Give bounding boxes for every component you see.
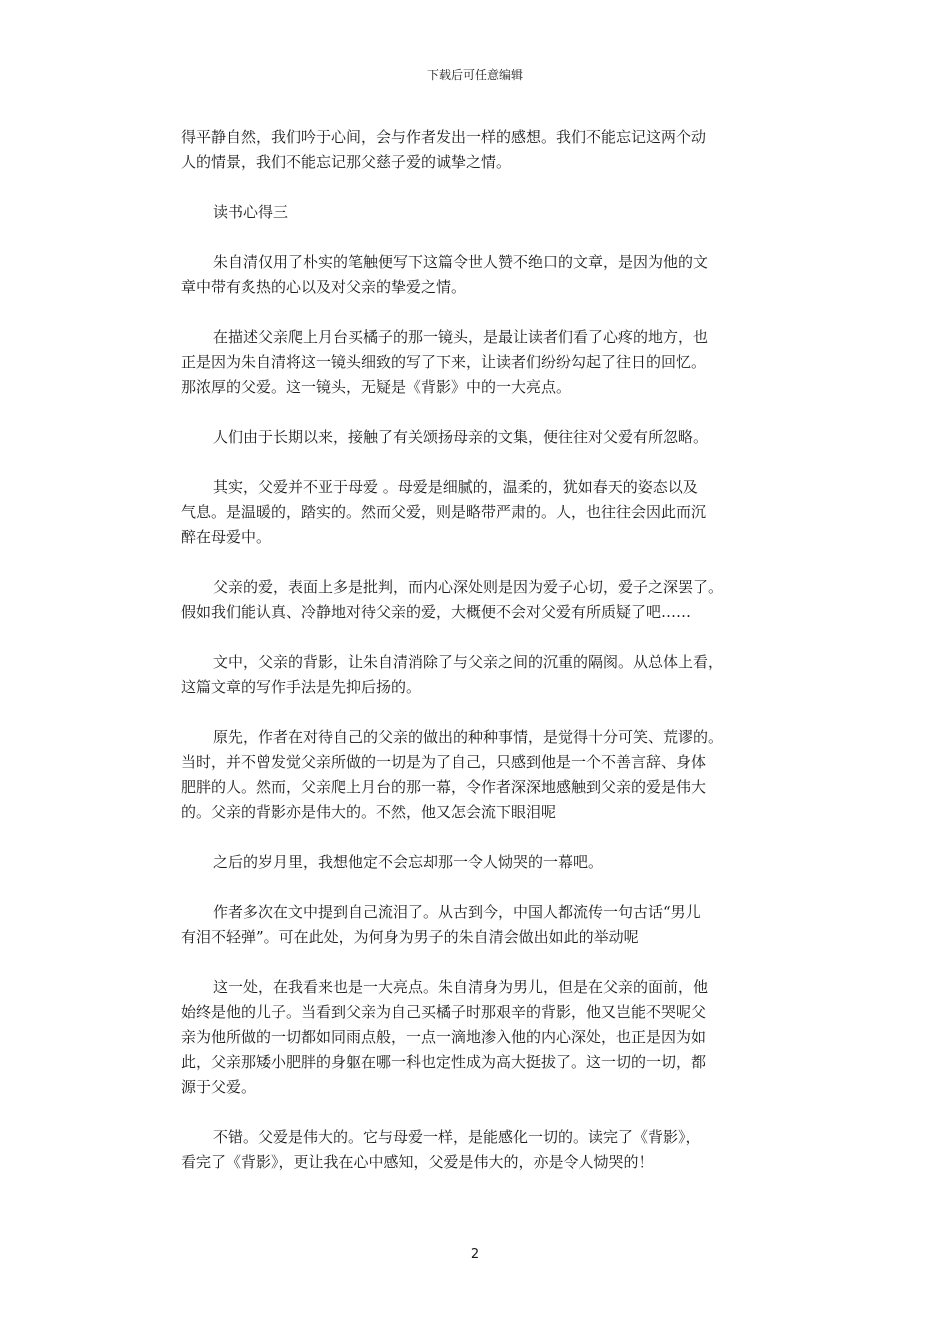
paragraph-line: 正是因为朱自清将这一镜头细致的写了下来，让读者们纷纷勾起了往日的回忆。 (181, 353, 707, 371)
paragraph-line: 此，父亲那矮小肥胖的身躯在哪一科也定性成为高大挺拔了。这一切的一切，都 (181, 1053, 707, 1071)
paragraph-line: 看完了《背影》，更让我在心中感知，父爱是伟大的，亦是令人恸哭的！ (181, 1153, 654, 1171)
paragraph-line: 那浓厚的父爱。这一镜头，无疑是《背影》中的一大亮点。 (181, 378, 572, 396)
page-header: 下载后可任意编辑 (426, 68, 523, 82)
paragraph-line: 作者多次在文中提到自己流泪了。从古到今，中国人都流传一句古话“男儿 (213, 903, 701, 921)
paragraph-line: 父亲的爱，表面上多是批判，而内心深处则是因为爱子心切，爱子之深罢了。 (213, 578, 724, 596)
document-body (181, 125, 777, 1175)
paragraph-line: 当时，并不曾发觉父亲所做的一切是为了自己，只感到他是一个不善言辞、身体 (181, 753, 707, 771)
paragraph-line: 人的情景，我们不能忘记那父慈子爱的诚挚之情。 (181, 153, 512, 171)
paragraph-line: 这一处，在我看来也是一大亮点。朱自清身为男儿，但是在父亲的面前，他 (213, 978, 709, 996)
paragraph-line: 假如我们能认真、冷静地对待父亲的爱，大概便不会对父爱有所质疑了吧…… (181, 603, 692, 621)
paragraph-line: 之后的岁月里，我想他定不会忘却那一令人恸哭的一幕吧。 (213, 853, 604, 871)
paragraph-line: 文中，父亲的背影，让朱自清消除了与父亲之间的沉重的隔阂。从总体上看， (213, 653, 724, 671)
paragraph-line: 不错。父爱是伟大的。它与母爱一样，是能感化一切的。读完了《背影》， (213, 1128, 701, 1146)
paragraph-line: 人们由于长期以来，接触了有关颂扬母亲的文集，便往往对父爱有所忽略。 (213, 428, 709, 446)
paragraph-line: 源于父爱。 (181, 1078, 257, 1096)
paragraph-line: 气息。是温暖的，踏实的。然而父爱，则是略带严肃的。人，也往往会因此而沉 (181, 503, 707, 521)
paragraph-line: 章中带有炙热的心以及对父亲的挚爱之情。 (181, 278, 467, 296)
paragraph-line: 其实，父爱并不亚于母爱 。母爱是细腻的，温柔的，犹如春天的姿态以及 (213, 478, 698, 496)
paragraph-line: 亲为他所做的一切都如同雨点般，一点一滴地渗入他的内心深处，也正是因为如 (181, 1028, 707, 1046)
paragraph-line: 的。父亲的背影亦是伟大的。不然，他又怎会流下眼泪呢 (181, 803, 557, 821)
page-number: 2 (470, 1247, 480, 1262)
paragraph-line: 有泪不轻弹”。可在此处，为何身为男子的朱自清会做出如此的举动呢 (181, 928, 639, 946)
paragraph-line: 朱自清仅用了朴实的笔触便写下这篇令世人赞不绝口的文章，是因为他的文 (213, 253, 709, 271)
paragraph-line: 肥胖的人。然而，父亲爬上月台的那一幕，令作者深深地感触到父亲的爱是伟大 (181, 778, 707, 796)
paragraph-line: 原先，作者在对待自己的父亲的做出的种种事情，是觉得十分可笑、荒谬的。 (213, 728, 724, 746)
section-heading: 读书心得三 (213, 203, 289, 221)
paragraph-line: 在描述父亲爬上月台买橘子的那一镜头，是最让读者们看了心疼的地方，也 (213, 328, 709, 346)
paragraph-line: 始终是他的儿子。当看到父亲为自己买橘子时那艰辛的背影，他又岂能不哭呢父 (181, 1003, 707, 1021)
paragraph-line: 得平静自然，我们吟于心间，会与作者发出一样的感想。我们不能忘记这两个动 (181, 128, 707, 146)
paragraph-line: 醉在母爱中。 (181, 528, 272, 546)
paragraph-line: 这篇文章的写作手法是先抑后扬的。 (181, 678, 422, 696)
